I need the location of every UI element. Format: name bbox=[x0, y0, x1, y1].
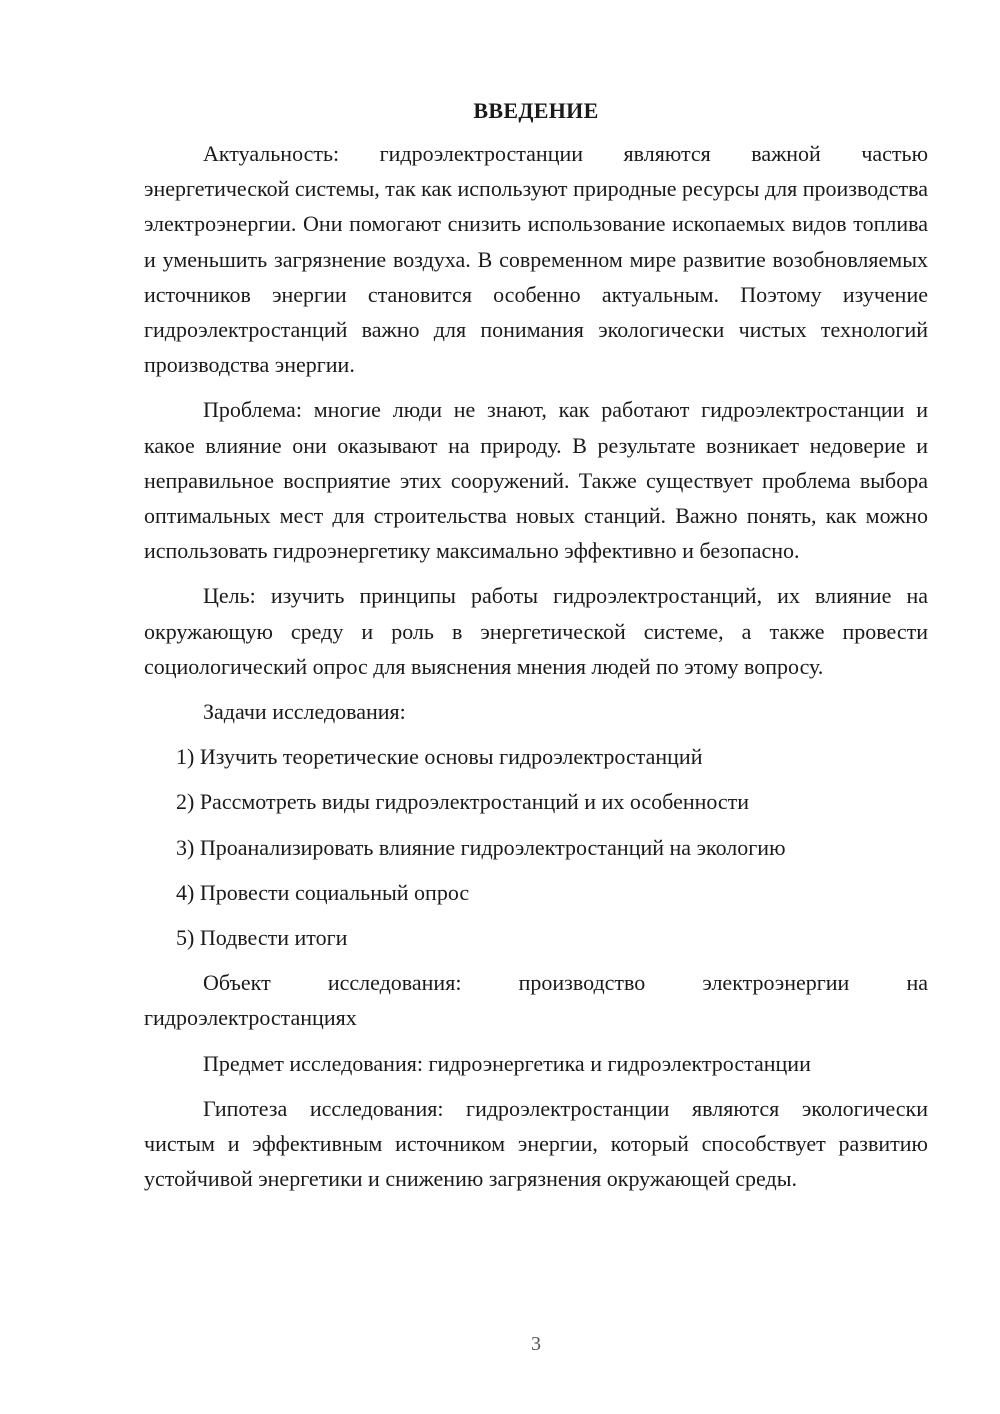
relevance-paragraph: Актуальность: гидроэлектростанции являются важной частью энергетической системы, так как используют природные ресурсы для производства электроэнергии. Они помогают снизить использование ископаемых видов топлива и уменьшить загрязнение воздуха. В современном мире развитие возобновляемых источников энергии становится особенно актуальным. Поэтому изучение гидроэлектростанций важно для понимания экологически чистых технологий производства энергии. bbox=[144, 141, 928, 378]
page-number: 3 bbox=[531, 1333, 541, 1355]
task-item: 4) Провести социальный опрос bbox=[176, 879, 470, 905]
task-item: 1) Изучить теоретические основы гидроэлектростанций bbox=[176, 744, 703, 770]
hypothesis-paragraph: Гипотеза исследования: гидроэлектростанции являются экологически чистым и эффективным источником энергии, который способствует развитию устойчивой энергетики и снижению загрязнения окружающей среды. bbox=[144, 1095, 928, 1192]
goal-paragraph: Цель: изучить принципы работы гидроэлектростанций, их влияние на окружающую среду и роль в энергетической системе, а также провести социологический опрос для выяснения мнения людей по этому вопросу. bbox=[144, 583, 928, 679]
tasks-title: Задачи исследования: bbox=[203, 699, 406, 725]
problem-paragraph: Проблема: многие люди не знают, как работают гидроэлектростанции и какое влияние они оказывают на природу. В результате возникает недоверие и неправильное восприятие этих сооружений. Также существует проблема выбора оптимальных мест для строительства новых станций. Важно понять, как можно использовать гидроэнергетику максимально эффективно и безопасно. bbox=[144, 397, 928, 564]
task-item: 5) Подвести итоги bbox=[176, 925, 348, 951]
page-content bbox=[144, 96, 928, 1206]
object-paragraph: Объект исследования: производство электроэнергии на гидроэлектростанциях bbox=[144, 970, 928, 1031]
task-item: 3) Проанализировать влияние гидроэлектростанций на экологию bbox=[176, 834, 786, 860]
page-heading: ВВЕДЕНИЕ bbox=[473, 98, 599, 123]
subject-paragraph: Предмет исследования: гидроэнергетика и гидроэлектростанции bbox=[203, 1050, 811, 1076]
task-item: 2) Рассмотреть виды гидроэлектростанций и их особенности bbox=[176, 789, 750, 815]
tasks-list bbox=[144, 739, 928, 955]
